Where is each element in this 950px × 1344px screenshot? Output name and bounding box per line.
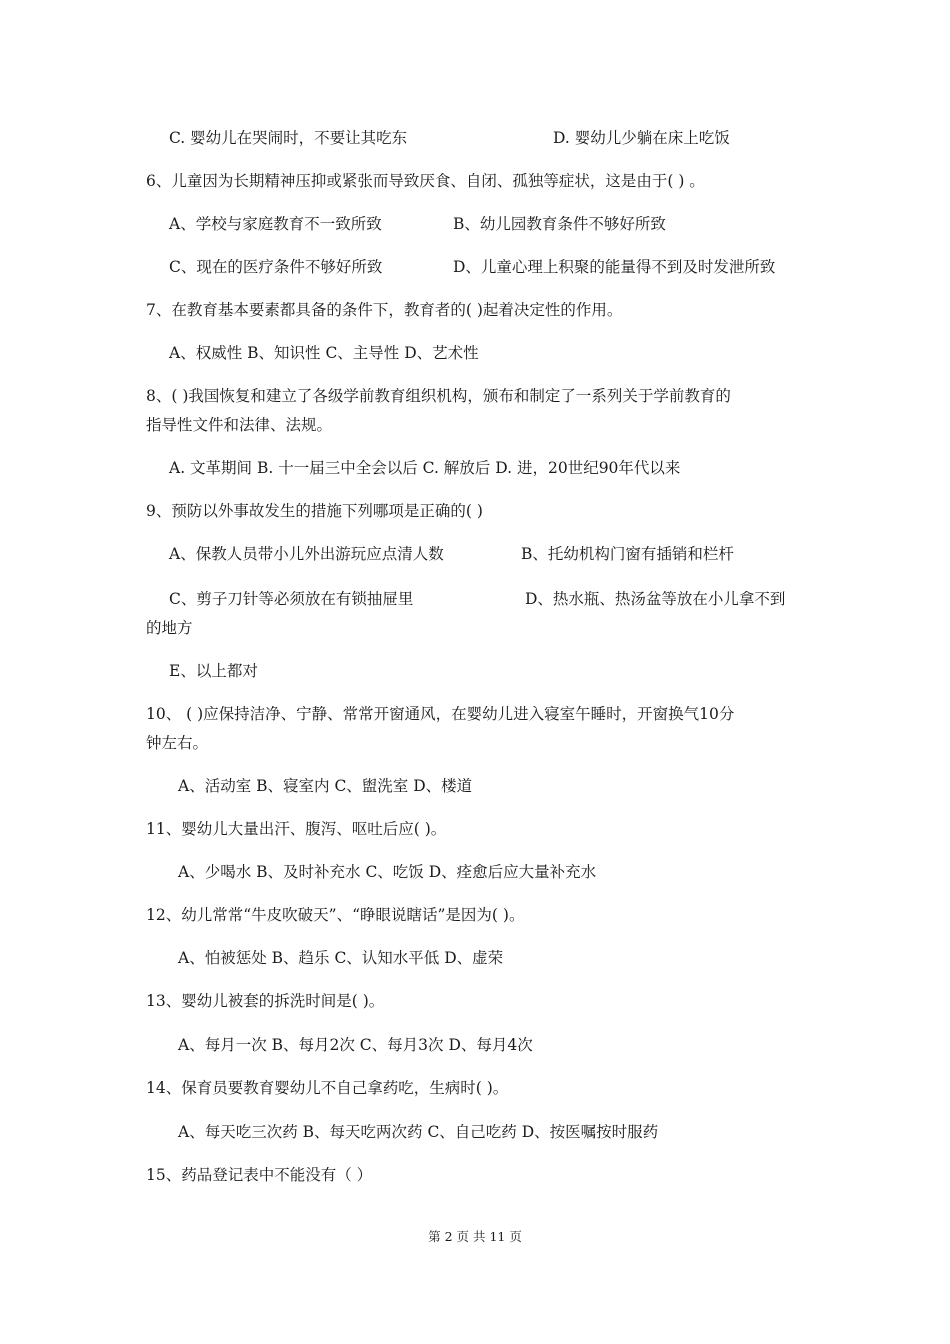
question-option-line: A. 文革期间 B. 十一届三中全会以后 C. 解放后 D. 进，20世纪90年代以来 (169, 459, 681, 477)
question-option-line: C、现在的医疗条件不够好所致 (169, 258, 383, 276)
question-option-line: D、热水瓶、热汤盆等放在小儿拿不到 (525, 590, 786, 608)
question-option-line: D、儿童心理上积聚的能量得不到及时发泄所致 (453, 258, 776, 276)
question-option-line: A、每月一次 B、每月2次 C、每月3次 D、每月4次 (178, 1036, 533, 1054)
question-stem-line: 钟左右。 (146, 734, 209, 752)
question-option-line: E、以上都对 (169, 662, 258, 680)
question-stem-line: 13、婴幼儿被套的拆洗时间是( )。 (146, 992, 385, 1010)
question-stem-line: 12、幼儿常常“牛皮吹破天”、“睁眼说瞎话”是因为( )。 (146, 906, 525, 924)
question-option-line: A、每天吃三次药 B、每天吃两次药 C、自己吃药 D、按医嘱按时服药 (178, 1123, 659, 1141)
question-option-line: B、托幼机构门窗有插销和栏杆 (521, 545, 734, 563)
question-option-line: A、保教人员带小儿外出游玩应点清人数 (169, 545, 444, 563)
question-option-line: A、学校与家庭教育不一致所致 (169, 215, 382, 233)
question-option-line: 的地方 (146, 619, 193, 637)
question-option-line: A、权威性 B、知识性 C、主导性 D、艺术性 (169, 344, 479, 362)
question-option-line: A、少喝水 B、及时补充水 C、吃饭 D、痊愈后应大量补充水 (178, 863, 597, 881)
question-option-line: A、活动室 B、寝室内 C、盥洗室 D、楼道 (178, 777, 473, 795)
question-option-line: A、怕被惩处 B、趋乐 C、认知水平低 D、虚荣 (178, 949, 504, 967)
question-stem-line: 10、 ( )应保持洁净、宁静、常常开窗通风，在婴幼儿进入寝室午睡时，开窗换气10分 (146, 705, 735, 723)
question-option-line: B、幼儿园教育条件不够好所致 (453, 215, 666, 233)
question-stem-line: 8、( )我国恢复和建立了各级学前教育组织机构，颁布和制定了一系列关于学前教育的 (146, 387, 731, 405)
question-stem-line: 14、保育员要教育婴幼儿不自己拿药吃，生病时( )。 (146, 1079, 509, 1097)
question-stem-line: 指导性文件和法律、法规。 (146, 416, 333, 434)
question-stem-line: 7、在教育基本要素都具备的条件下，教育者的( )起着决定性的作用。 (146, 301, 623, 319)
question-stem-line: 6、儿童因为长期精神压抑或紧张而导致厌食、自闭、孤独等症状，这是由于( ) 。 (146, 172, 705, 190)
question-stem-line: 9、预防以外事故发生的措施下列哪项是正确的( ) (146, 502, 483, 520)
question-stem-line: 15、药品登记表中不能没有（ ） (146, 1166, 373, 1184)
question-stem-line: 11、婴幼儿大量出汗、腹泻、呕吐后应( )。 (146, 820, 447, 838)
question-option-line: D. 婴幼儿少躺在床上吃饭 (553, 129, 730, 147)
question-option-line: C. 婴幼儿在哭闹时，不要让其吃东 (169, 129, 408, 147)
question-option-line: C、剪子刀针等必须放在有锁抽屉里 (169, 590, 414, 608)
page-footer: 第 2 页 共 11 页 (428, 1229, 522, 1244)
